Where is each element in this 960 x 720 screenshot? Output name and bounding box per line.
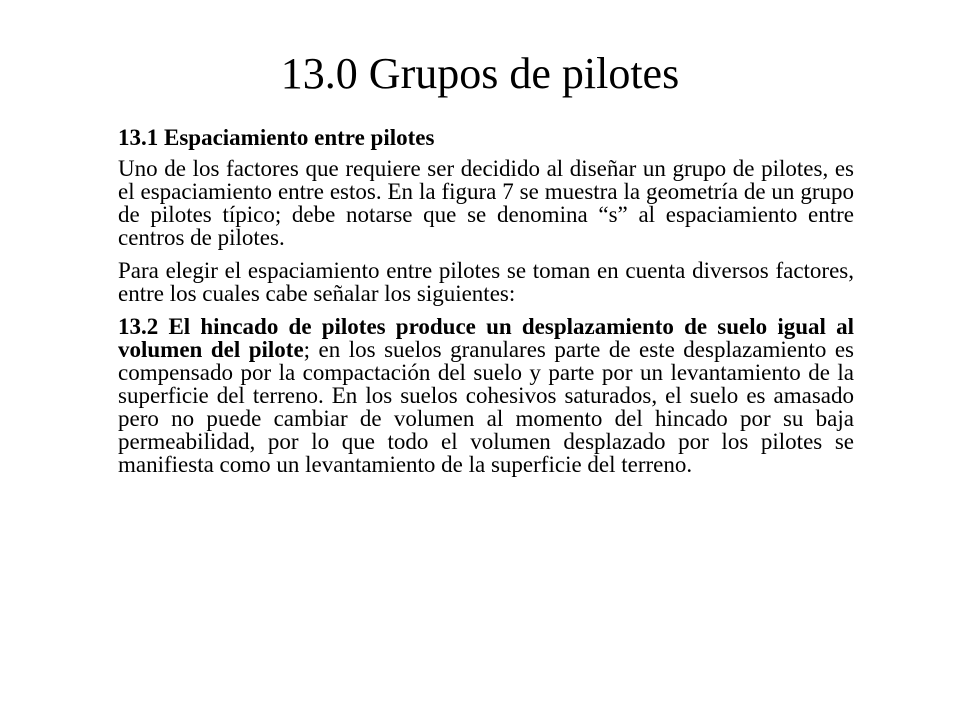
- slide-body: [118, 126, 854, 486]
- paragraph-spacing-intro: Uno de los factores que requiere ser decidido al diseñar un grupo de pilotes, es el espaciamiento entre estos. En la figura 7 se muestra la geometría de un grupo de pilotes típico; debe notarse que se denomina “s” al espaciamiento entre centros de pilotes.: [118, 156, 854, 250]
- paragraph-driving-displacement: [118, 315, 854, 476]
- paragraph-driving-bold: 13.2 El hincado de pilotes produce un desplazamiento de suelo igual al volumen del pilote: [118, 314, 854, 362]
- paragraph-factors-intro: Para elegir el espaciamiento entre pilotes se toman en cuenta diversos factores, entre los cuales cabe señalar los siguientes:: [118, 258, 854, 306]
- section-subtitle: 13.1 Espaciamiento entre pilotes: [118, 125, 435, 150]
- paragraph-driving-rest: ; en los suelos granulares parte de este desplazamiento es compensado por la compactación del suelo y parte por un levantamiento de la superficie del terreno. En los suelos cohesivos saturados, el suelo es amasado pero no puede cambiar de volumen al momento del hincado por su baja permeabilidad, por lo que todo el volumen desplazado por los pilotes se manifiesta como un levantamiento de la superficie del terreno.: [118, 337, 855, 477]
- slide-title: 13.0 Grupos de pilotes: [280, 49, 680, 98]
